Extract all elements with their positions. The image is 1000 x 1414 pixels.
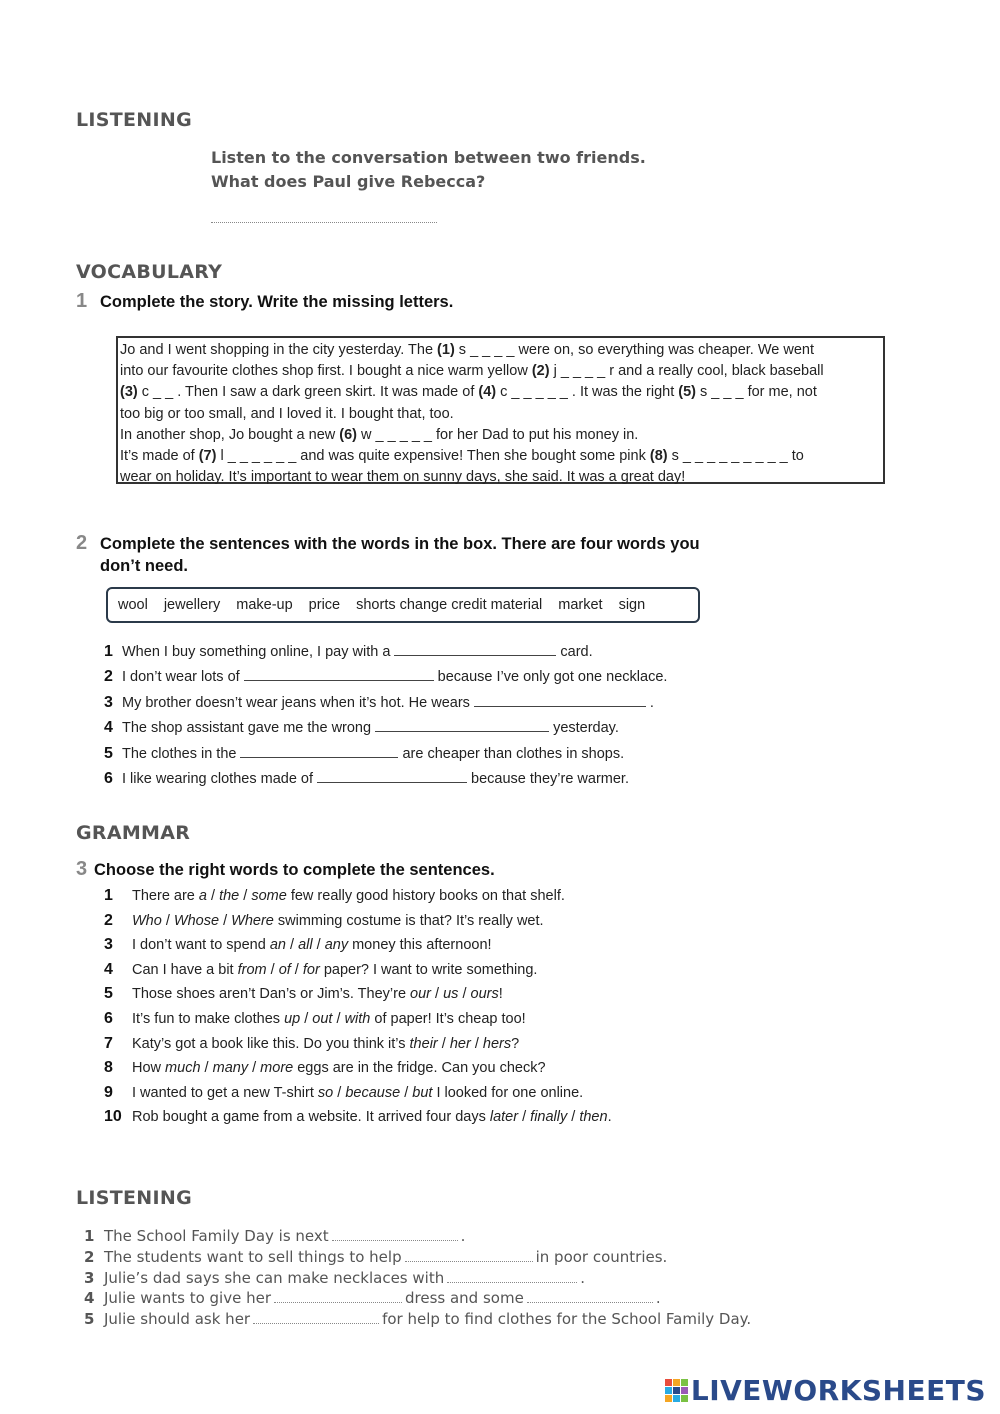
story-line: [120, 467, 877, 488]
item-text: .: [460, 1227, 466, 1245]
sentence-text-before: The shop assistant gave me the wrong: [122, 720, 372, 737]
sentence-fragment: /: [437, 1035, 450, 1052]
item-number: 3: [84, 1268, 95, 1287]
choice-option[interactable]: out: [312, 1011, 333, 1027]
sentence-number: 9: [104, 1083, 113, 1101]
story-gap-number: (4): [478, 384, 497, 401]
choice-option[interactable]: up: [284, 1011, 301, 1027]
exercise-1-header: [76, 290, 453, 313]
exercise-2-title: [100, 533, 700, 577]
exercise-1-number: 1: [76, 290, 88, 312]
story-gap-number: (2): [531, 363, 550, 380]
logo-grid-icon: [665, 1379, 688, 1402]
answer-blank[interactable]: [394, 641, 556, 656]
sentence-fragment: Rob bought a game from a website. It arrived four days: [132, 1109, 490, 1126]
sentence-fragment: /: [332, 1011, 345, 1027]
listening-answer-line[interactable]: [211, 222, 437, 223]
answer-blank[interactable]: [253, 1309, 379, 1324]
sentence-text-before: When I buy something online, I pay with a: [122, 644, 391, 660]
sentence-fragment: /: [458, 986, 471, 1003]
sentence-number: 1: [104, 887, 113, 904]
sentence-text: [132, 986, 503, 1002]
grammar-sentence: [104, 1059, 546, 1077]
sentence-text-after: because they’re warmer.: [471, 771, 629, 787]
logo-grid-cell: [665, 1379, 672, 1386]
listening-item: [84, 1309, 751, 1328]
listening-instruction: [211, 146, 646, 194]
exercise-2-title-line2: don’t need.: [100, 557, 188, 575]
vocab-sentence: [104, 717, 619, 737]
choice-option[interactable]: Where: [231, 912, 274, 929]
story-text: In another shop, Jo bought a new: [120, 426, 340, 443]
exercise-1-title: Complete the story. Write the missing letters.: [100, 293, 454, 311]
sentence-fragment: !: [498, 986, 503, 1003]
exercise-2-title-line1: Complete the sentences with the words in the box. There are four words you: [100, 535, 700, 553]
listening-2-heading: LISTENING: [76, 1187, 192, 1209]
sentence-fragment: swimming costume is that? It’s really wet.: [273, 912, 544, 929]
choice-option[interactable]: some: [251, 888, 287, 904]
sentence-fragment: /: [239, 888, 252, 904]
vocab-sentence: [104, 768, 629, 788]
sentence-text-after: are cheaper than clothes in shops.: [402, 745, 625, 762]
grammar-sentence: [104, 912, 544, 930]
story-text: w _ _ _ _ _ for her Dad to put his money in.: [357, 426, 639, 443]
listening-heading: LISTENING: [76, 109, 192, 131]
grammar-sentence: [104, 985, 503, 1003]
story-text: s _ _ _ _ were on, so everything was cheaper. We went: [454, 342, 814, 358]
choice-option[interactable]: but: [412, 1084, 433, 1101]
story-text: Jo and I went shopping in the city yesterday. The: [120, 342, 438, 358]
sentence-text: [132, 1109, 612, 1125]
sentence-text: [132, 962, 537, 978]
story-gap-number: (3): [120, 384, 138, 401]
word-box-item: sign: [618, 597, 646, 613]
sentence-text-before: I don’t wear lots of: [122, 669, 240, 686]
sentence-text-after: because I’ve only got one necklace.: [437, 669, 668, 686]
word-box-item: make-up: [236, 597, 293, 613]
word-box-item: market: [558, 597, 603, 613]
logo-grid-cell: [665, 1395, 672, 1402]
choice-option[interactable]: us: [443, 986, 459, 1003]
item-text: The students want to sell things to help: [104, 1247, 402, 1266]
sentence-text-after: yesterday.: [553, 720, 619, 737]
sentence-fragment: /: [200, 1060, 213, 1077]
choice-option[interactable]: much: [165, 1060, 201, 1077]
sentence-fragment: Those shoes aren’t Dan’s or Jim’s. They’re: [132, 986, 411, 1003]
vocab-sentence: [104, 641, 593, 661]
grammar-sentence: [104, 1035, 519, 1053]
answer-blank[interactable]: [332, 1226, 458, 1241]
grammar-sentence: [104, 1010, 526, 1028]
word-box-item: shorts: [356, 597, 396, 613]
story-text: s _ _ _ _ _ _ _ _ _ to: [667, 448, 804, 465]
sentence-fragment: .: [607, 1109, 612, 1126]
logo-text: LIVEWORKSHEETS: [690, 1374, 986, 1407]
answer-blank[interactable]: [244, 666, 434, 681]
listening-instruction-line1: Listen to the conversation between two friends.: [211, 148, 646, 167]
sentence-number: 1: [104, 643, 113, 660]
exercise-3-title: Choose the right words to complete the sentences.: [94, 861, 495, 879]
choice-option[interactable]: finally: [530, 1109, 568, 1126]
choice-option[interactable]: her: [449, 1035, 471, 1052]
grammar-sentence: [104, 936, 492, 954]
grammar-sentence: [104, 961, 537, 979]
word-box-item: material: [490, 597, 543, 613]
word-box-item: change: [399, 597, 448, 613]
logo-grid-cell: [673, 1379, 680, 1386]
story-gap-number: (6): [339, 426, 358, 443]
choice-option[interactable]: more: [260, 1060, 294, 1077]
sentence-fragment: eggs are in the fridge. Can you check?: [293, 1060, 546, 1077]
item-text: for help to find clothes for the School Family Day.: [382, 1310, 752, 1329]
logo-grid-cell: [665, 1387, 672, 1394]
logo-grid-cell: [681, 1379, 688, 1386]
listening-item: [84, 1226, 465, 1245]
answer-blank[interactable]: [375, 717, 549, 732]
exercise-2-header: [76, 532, 700, 577]
listening-item: [84, 1247, 667, 1266]
sentence-number: 2: [104, 911, 113, 929]
sentence-fragment: /: [161, 912, 174, 929]
story-text: wear on holiday. It’s important to wear them on sunny days, she said. It was a great day!: [120, 469, 686, 486]
sentence-number: 6: [104, 770, 113, 787]
sentence-text-before: My brother doesn’t wear jeans when it’s hot. He wears: [122, 694, 470, 711]
vocab-sentence: [104, 743, 624, 763]
choice-option[interactable]: our: [410, 986, 432, 1003]
choice-option[interactable]: an: [269, 937, 286, 954]
sentence-fragment: /: [567, 1109, 580, 1126]
answer-blank[interactable]: [405, 1247, 533, 1262]
item-number: 5: [84, 1310, 95, 1329]
sentence-fragment: Can I have a bit: [132, 961, 238, 978]
sentence-number: 2: [104, 668, 113, 686]
sentence-fragment: /: [266, 961, 279, 978]
item-number: 2: [84, 1247, 95, 1266]
sentence-text: [132, 1011, 526, 1027]
sentence-fragment: /: [285, 937, 299, 954]
sentence-text: [132, 1060, 546, 1076]
exercise-2-number: 2: [76, 532, 88, 554]
story-gap-number: (8): [649, 448, 668, 465]
sentence-fragment: There are: [132, 888, 199, 904]
sentence-fragment: of paper! It’s cheap too!: [370, 1011, 526, 1027]
sentence-fragment: Katy’s got a book like this. Do you think it’s: [132, 1035, 410, 1052]
item-text: Julie should ask her: [104, 1310, 251, 1329]
choice-option[interactable]: Who: [132, 912, 162, 929]
word-box-item: price: [308, 597, 341, 613]
sentence-fragment: /: [518, 1109, 531, 1126]
item-text: .: [580, 1268, 585, 1287]
story-text: c _ _ . Then I saw a dark green skirt. It was made of: [137, 384, 479, 401]
sentence-number: 3: [104, 936, 113, 954]
item-text: Julie wants to give her: [104, 1289, 271, 1308]
answer-blank[interactable]: [527, 1288, 653, 1303]
word-box: [106, 587, 700, 623]
choice-option[interactable]: hers: [482, 1035, 512, 1052]
story-gap-number: (5): [678, 384, 696, 401]
sentence-fragment: ?: [511, 1035, 520, 1052]
sentence-text: [132, 1085, 583, 1101]
vocabulary-heading: VOCABULARY: [76, 261, 223, 283]
item-number: 1: [84, 1227, 95, 1245]
story-line: [120, 446, 877, 467]
word-box-item: jewellery: [163, 597, 221, 613]
story-line: [120, 382, 877, 403]
sentence-text-before: The clothes in the: [122, 745, 237, 762]
choice-option[interactable]: their: [409, 1035, 438, 1052]
choice-option[interactable]: from: [237, 961, 267, 978]
sentence-fragment: It’s fun to make clothes: [132, 1011, 285, 1027]
answer-blank[interactable]: [447, 1268, 577, 1283]
story-line: [120, 361, 877, 382]
sentence-fragment: /: [206, 888, 220, 904]
sentence-number: 6: [104, 1010, 113, 1027]
sentence-fragment: /: [300, 1011, 313, 1027]
sentence-fragment: /: [312, 937, 325, 954]
choice-option[interactable]: then: [579, 1109, 608, 1126]
sentence-fragment: /: [431, 986, 444, 1003]
story-line: [120, 404, 877, 425]
choice-option[interactable]: because: [345, 1084, 401, 1101]
exercise-3-number: 3: [76, 858, 88, 880]
sentence-text: [132, 913, 544, 929]
sentence-text: [132, 1036, 519, 1052]
story-gap-number: (7): [198, 448, 217, 465]
logo-grid-cell: [681, 1387, 688, 1394]
sentence-number: 5: [104, 985, 113, 1003]
exercise-3-header: [76, 858, 495, 881]
sentence-fragment: /: [290, 961, 303, 978]
choice-option[interactable]: ours: [470, 986, 499, 1003]
story-text: into our favourite clothes shop first. I bought a nice warm yellow: [120, 363, 532, 380]
answer-blank[interactable]: [317, 768, 467, 783]
sentence-number: 8: [104, 1059, 113, 1077]
choice-option[interactable]: Whose: [173, 912, 220, 929]
grammar-sentence: [104, 1108, 612, 1126]
choice-option[interactable]: later: [489, 1109, 519, 1126]
logo-grid-cell: [673, 1395, 680, 1402]
listening-item: [84, 1268, 585, 1287]
word-box-item: wool: [118, 597, 148, 613]
vocab-sentence: [104, 692, 654, 712]
choice-option[interactable]: for: [302, 961, 320, 978]
story-gap-number: (1): [437, 342, 455, 358]
story-line: [120, 340, 877, 361]
sentence-number: 3: [104, 693, 113, 711]
answer-blank[interactable]: [240, 743, 398, 758]
sentence-number: 4: [104, 960, 113, 978]
liveworksheets-logo: [665, 1374, 986, 1407]
word-box-item: credit: [451, 597, 487, 613]
sentence-text-after: card.: [560, 644, 593, 660]
item-text: in poor countries.: [535, 1247, 668, 1266]
sentence-number: 7: [104, 1034, 113, 1052]
story-line: [120, 425, 877, 446]
sentence-text: [132, 888, 565, 904]
listening-instruction-line2: What does Paul give Rebecca?: [211, 172, 486, 191]
grammar-heading: GRAMMAR: [76, 822, 191, 844]
choice-option[interactable]: all: [298, 937, 313, 954]
sentence-text: [132, 937, 492, 953]
sentence-text-after: .: [649, 694, 654, 711]
sentence-text-before: I like wearing clothes made of: [122, 771, 314, 787]
sentence-fragment: /: [219, 912, 232, 929]
story-text: s _ _ _ for me, not: [696, 384, 817, 401]
answer-blank[interactable]: [474, 692, 646, 707]
sentence-fragment: I don’t want to spend: [132, 937, 270, 954]
choice-option[interactable]: many: [212, 1060, 249, 1077]
item-text: The School Family Day is next: [104, 1227, 329, 1245]
story-text: too big or too small, and I loved it. I bought that, too.: [120, 405, 454, 422]
sentence-fragment: /: [400, 1084, 413, 1101]
choice-option[interactable]: any: [324, 937, 349, 954]
story-text: It’s made of: [120, 448, 199, 465]
grammar-sentence: [104, 887, 565, 905]
sentence-fragment: /: [248, 1060, 261, 1077]
sentence-fragment: /: [333, 1084, 346, 1101]
item-number: 4: [84, 1289, 95, 1308]
sentence-number: 10: [104, 1108, 122, 1126]
choice-option[interactable]: the: [219, 888, 240, 904]
item-text: Julie’s dad says she can make necklaces with: [104, 1268, 445, 1287]
choice-option[interactable]: a: [198, 888, 207, 904]
choice-option[interactable]: so: [317, 1084, 334, 1101]
choice-option[interactable]: with: [344, 1011, 371, 1027]
item-text: .: [655, 1289, 661, 1308]
listening-item: [84, 1288, 661, 1307]
vocab-sentence: [104, 666, 667, 686]
logo-grid-cell: [673, 1387, 680, 1394]
story-text: j _ _ _ _ r and a really cool, black baseball: [549, 363, 824, 380]
logo-grid-cell: [681, 1395, 688, 1402]
sentence-fragment: few really good history books on that shelf.: [286, 888, 565, 904]
sentence-fragment: I looked for one online.: [432, 1084, 584, 1101]
story-text: c _ _ _ _ _ . It was the right: [496, 384, 679, 401]
sentence-fragment: How: [132, 1060, 166, 1077]
choice-option[interactable]: of: [278, 961, 291, 978]
item-text: dress and some: [405, 1289, 524, 1308]
sentence-fragment: money this afternoon!: [348, 937, 492, 954]
story-text: l _ _ _ _ _ _ and was quite expensive! Then she bought some pink: [216, 448, 650, 465]
sentence-fragment: paper? I want to write something.: [319, 961, 538, 978]
sentence-number: 5: [104, 744, 113, 762]
answer-blank[interactable]: [274, 1288, 402, 1303]
grammar-sentence: [104, 1084, 583, 1102]
sentence-fragment: I wanted to get a new T-shirt: [132, 1084, 318, 1101]
sentence-number: 4: [104, 719, 113, 737]
sentence-fragment: /: [470, 1035, 483, 1052]
story-box: [116, 336, 885, 484]
